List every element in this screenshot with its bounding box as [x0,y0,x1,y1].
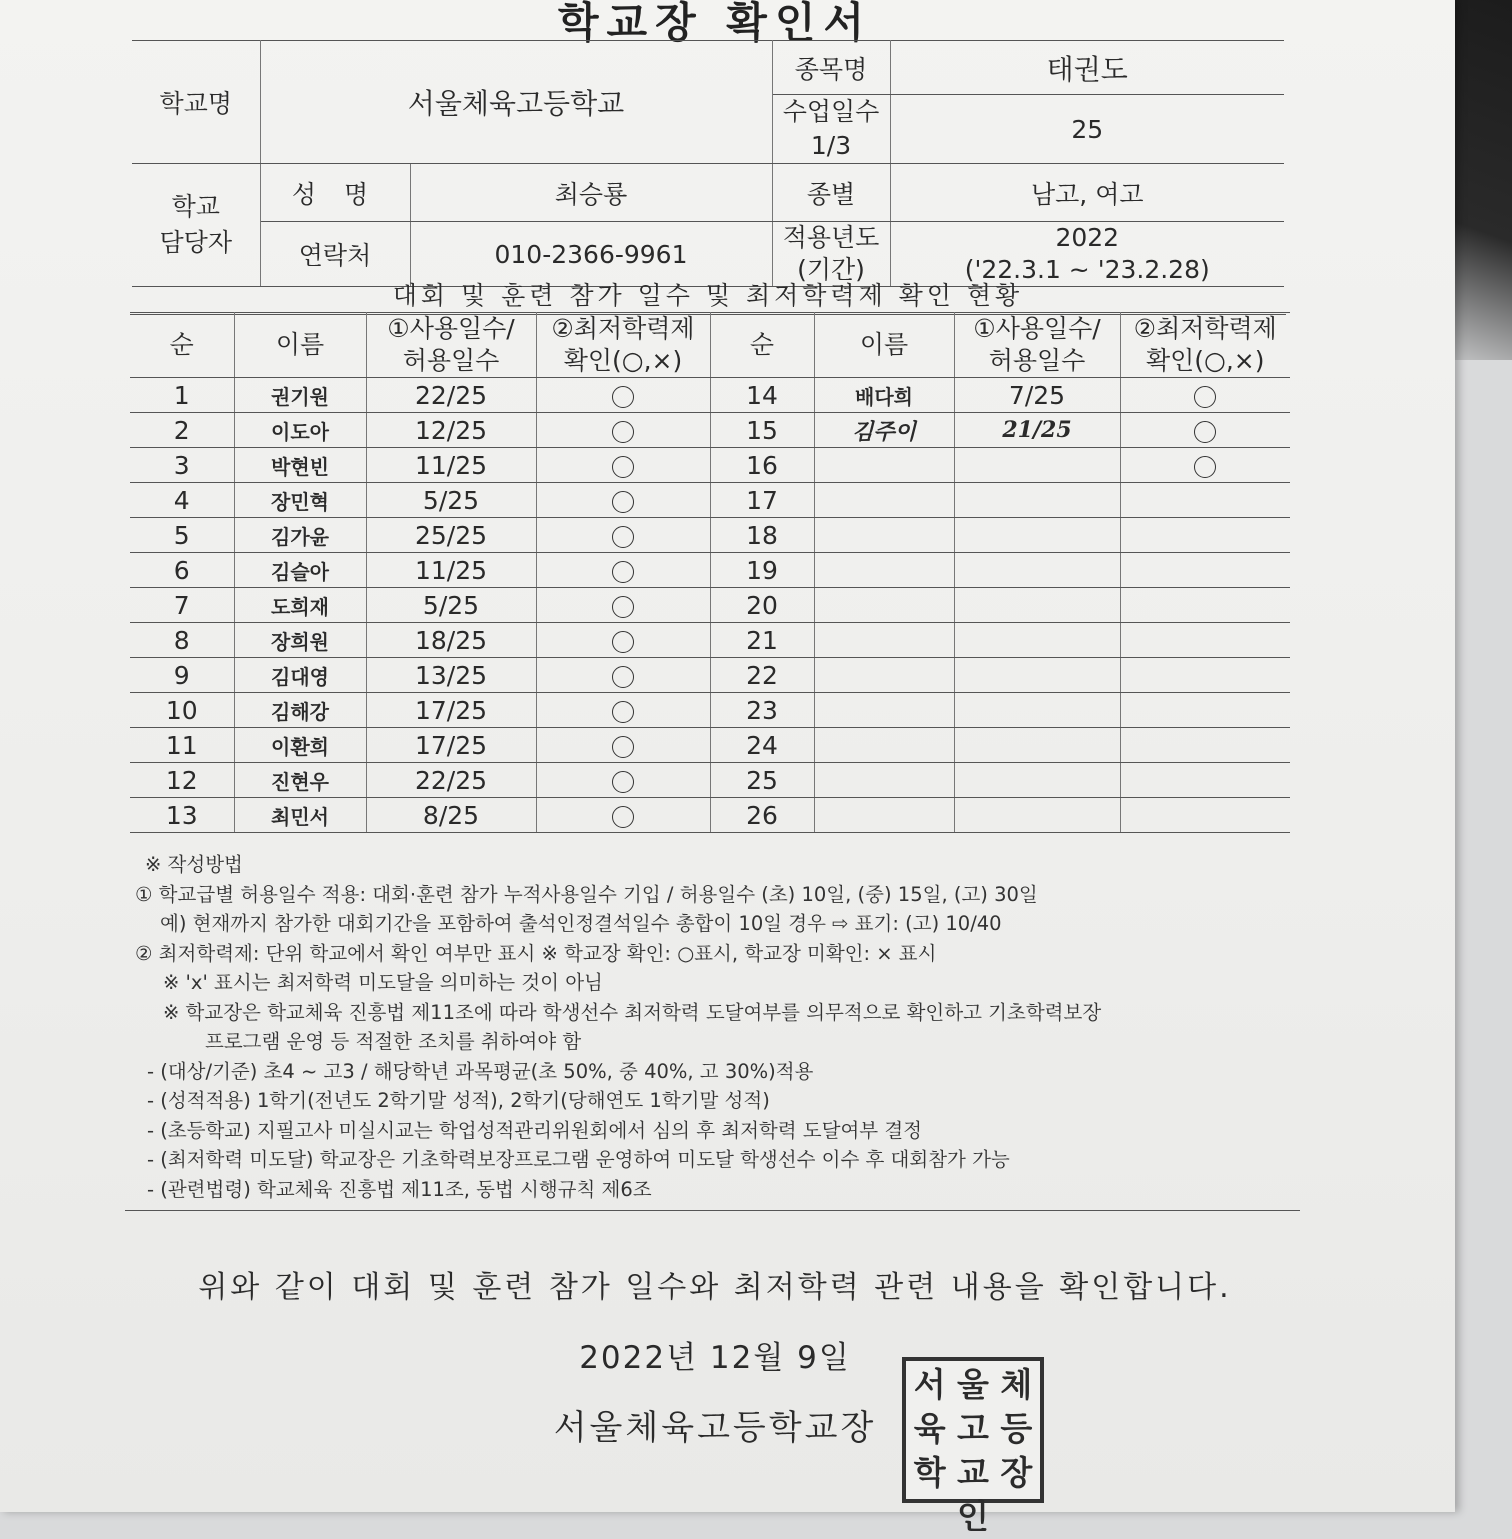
document-title: 학교장 확인서 [557,0,873,47]
row-days: 18/25 [366,623,536,658]
note-line: - (관련법령) 학교체육 진흥법 제11조, 동법 시행규칙 제6조 [147,1177,652,1201]
row-check-right [1120,693,1290,728]
note-line: 예) 현재까지 참가한 대회기간을 포함하여 출석인정결석일수 총합이 10일 경우 ⇨ 표기: (고) 10/40 [160,912,1002,935]
row-no: 10 [130,693,234,728]
row-no: 9 [130,658,234,693]
principal-title: 서울체육고등학교장 [553,1408,877,1448]
row-name-right [814,798,954,833]
table-row [130,378,1290,413]
phone-value: 010-2366-9961 [410,222,772,287]
row-check [536,588,710,623]
table-row [130,448,1290,483]
class-days-value: 25 [890,95,1284,164]
check-circle-icon [612,631,634,653]
seal-character: 고 [957,1409,989,1448]
row-days: 12/25 [366,413,536,448]
roster-header-row [130,313,1290,378]
header-check [536,313,710,378]
table-row [130,413,1290,448]
roster-table [130,312,1290,833]
row-check [536,658,710,693]
header-check-2-line2: 확인(○,×) [1145,346,1265,375]
row-check [536,728,710,763]
row-check-right [1120,728,1290,763]
row-no-right: 20 [710,588,814,623]
header-check-line2: 확인(○,×) [563,346,683,375]
row-check-right [1120,623,1290,658]
row-no: 3 [130,448,234,483]
row-days: 5/25 [366,483,536,518]
seal-character: 서 [913,1365,946,1404]
check-circle-icon [612,771,634,793]
row-check-right [1120,763,1290,798]
table-row [130,798,1290,833]
row-no-right: 25 [710,763,814,798]
row-check [536,413,710,448]
row-days: 22/25 [366,378,536,413]
issue-date: 2022년 12월 9일 [579,1340,851,1376]
table-row [130,553,1290,588]
row-check-right [1120,518,1290,553]
row-name-right [814,763,954,798]
header-check-line1: ②최저학력제 [551,314,695,343]
row-no-right: 19 [710,553,814,588]
year-value [890,222,1284,287]
header-days-line1: ①사용일수/ [387,314,515,343]
row-no-right: 23 [710,693,814,728]
table-row [130,763,1290,798]
check-circle-icon [612,421,634,443]
year-label-line2: (기간) [797,255,865,284]
header-name: 이름 [234,313,366,378]
class-days-label [772,95,890,164]
check-circle-icon [612,456,634,478]
phone-label: 연락처 [260,222,410,287]
note-line: ② 최저학력제: 단위 학교에서 확인 여부만 표시 ※ 학교장 확인: ○표시, 학교장 미확인: × 표시 [135,941,937,965]
class-days-label-line2: 1/3 [810,131,852,160]
seal-character: 체 [1000,1365,1033,1404]
seal-character: 육 [913,1409,946,1448]
table-row [130,518,1290,553]
row-no-right: 21 [710,623,814,658]
note-line: - (성적적용) 1학기(전년도 2학기말 성적), 2학기(당해연도 1학기말 성적) [147,1089,770,1112]
table-row [130,483,1290,518]
year-value-line1: 2022 [1055,223,1120,252]
row-days-right [954,623,1120,658]
check-circle-icon [1194,386,1216,408]
row-name: 김해강 [234,693,366,728]
row-days-right [954,763,1120,798]
category-value: 남고, 여고 [890,164,1284,222]
row-no: 5 [130,518,234,553]
note-line: ① 학교급별 허용일수 적용: 대회·훈련 참가 누적사용일수 기입 / 허용일수 (초) 10일, (중) 15일, (고) 30일 [135,882,1038,906]
row-name: 장희원 [234,623,366,658]
table-row [130,658,1290,693]
seal-character: 인 [957,1497,989,1536]
row-no-right: 15 [710,413,814,448]
header-days-2 [954,313,1120,378]
row-name: 박현빈 [234,448,366,483]
row-name: 최민서 [234,798,366,833]
row-days-right [954,448,1120,483]
row-name: 진현우 [234,763,366,798]
row-days-right [954,798,1120,833]
header-days-2-line1: ①사용일수/ [973,314,1101,343]
contact-person-label-line2: 담당자 [159,228,232,257]
row-no: 7 [130,588,234,623]
header-days-line2: 허용일수 [402,346,500,375]
row-name-right [814,588,954,623]
note-line: - (대상/기준) 초4 ~ 고3 / 해당학년 과목평균(초 50%, 중 40%, 고 30%)적용 [147,1059,814,1083]
seal-character: 등 [1000,1409,1033,1448]
header-check-2 [1120,313,1290,378]
seal-character: 장 [1000,1453,1033,1492]
check-circle-icon [1194,456,1216,478]
row-days-right [954,658,1120,693]
row-days-right [954,588,1120,623]
table-row [130,623,1290,658]
row-days-right [954,553,1120,588]
row-days: 17/25 [366,693,536,728]
confirmation-statement: 위와 같이 대회 및 훈련 참가 일수와 최저학력 관련 내용을 확인합니다. [198,1270,1232,1305]
row-no-right: 14 [710,378,814,413]
header-days [366,313,536,378]
row-days: 11/25 [366,553,536,588]
row-check [536,693,710,728]
row-days: 8/25 [366,798,536,833]
row-name-right [814,623,954,658]
row-check-right [1120,658,1290,693]
row-no: 12 [130,763,234,798]
row-name: 도희재 [234,588,366,623]
row-no-right: 17 [710,483,814,518]
row-no-right: 24 [710,728,814,763]
row-name: 장민혁 [234,483,366,518]
year-value-line2: ('22.3.1 ~ '23.2.28) [964,255,1210,284]
row-check-right [1120,588,1290,623]
row-check-right [1120,378,1290,413]
row-check [536,378,710,413]
row-days: 13/25 [366,658,536,693]
row-no: 2 [130,413,234,448]
row-no-right: 16 [710,448,814,483]
year-label-line1: 적용년도 [782,223,880,252]
seal-character: 학 [913,1453,946,1492]
row-name-right [814,728,954,763]
year-label [772,222,890,287]
header-no: 순 [130,313,234,378]
row-days-right [954,728,1120,763]
check-circle-icon [612,806,634,828]
row-days: 25/25 [366,518,536,553]
row-name-right [814,658,954,693]
name-value: 최승룡 [410,164,772,222]
seal-character: 울 [957,1365,989,1404]
category-label: 종별 [772,164,890,222]
row-name: 이도아 [234,413,366,448]
row-name: 권기원 [234,378,366,413]
row-no: 11 [130,728,234,763]
row-days-right [954,693,1120,728]
row-check [536,623,710,658]
name-label: 성 명 [260,164,410,222]
official-seal [902,1357,1044,1536]
row-days-right [954,518,1120,553]
check-circle-icon [612,736,634,758]
row-check-right [1120,448,1290,483]
row-no-right: 26 [710,798,814,833]
note-line: ※ 'x' 표시는 최저학력 미도달을 의미하는 것이 아님 [163,971,603,994]
section-title: 대회 및 훈련 참가 일수 및 최저학력제 확인 현황 [130,278,1286,315]
school-label: 학교명 [132,41,260,164]
row-check [536,798,710,833]
row-name-right [814,483,954,518]
row-no: 6 [130,553,234,588]
check-circle-icon [612,561,634,583]
row-name: 김슬아 [234,553,366,588]
row-name: 김가윤 [234,518,366,553]
sport-value: 태권도 [890,41,1284,95]
table-row [130,588,1290,623]
row-check-right [1120,483,1290,518]
row-name-right [814,553,954,588]
header-check-2-line1: ②최저학력제 [1133,314,1277,343]
row-days-right: 21/25 [954,413,1120,448]
row-name: 이환희 [234,728,366,763]
row-no: 1 [130,378,234,413]
contact-person-label-line1: 학교 [171,192,220,221]
row-check [536,518,710,553]
contact-person-label [132,164,260,287]
seal-character: 교 [957,1453,989,1492]
row-no-right: 22 [710,658,814,693]
sport-label: 종목명 [772,41,890,95]
row-name-right [814,448,954,483]
row-no: 8 [130,623,234,658]
note-line: ※ 작성방법 [145,853,243,876]
check-circle-icon [612,491,634,513]
table-row [130,728,1290,763]
row-days: 5/25 [366,588,536,623]
header-days-2-line2: 허용일수 [988,346,1086,375]
row-days: 11/25 [366,448,536,483]
row-check-right [1120,553,1290,588]
check-circle-icon [612,386,634,408]
note-line: - (최저학력 미도달) 학교장은 기초학력보장프로그램 운영하여 미도달 학생선수 이수 후 대회참가 가능 [147,1148,1010,1171]
check-circle-icon [1194,421,1216,443]
header-no-2: 순 [710,313,814,378]
row-check-right [1120,798,1290,833]
check-circle-icon [612,701,634,723]
school-name: 서울체육고등학교 [260,41,772,164]
row-check-right [1120,413,1290,448]
row-days: 22/25 [366,763,536,798]
check-circle-icon [612,596,634,618]
row-days-right [954,483,1120,518]
row-no: 4 [130,483,234,518]
row-check [536,448,710,483]
header-name-2: 이름 [814,313,954,378]
note-line: 프로그램 운영 등 적절한 조치를 취하여야 함 [205,1030,582,1053]
row-name-right: 배다희 [814,378,954,413]
note-line: - (초등학교) 지필고사 미실시교는 학업성적관리위원회에서 심의 후 최저학력 도달여부 결정 [147,1118,923,1142]
row-check [536,483,710,518]
class-days-label-line1: 수업일수 [782,97,880,126]
row-name: 김대영 [234,658,366,693]
row-no: 13 [130,798,234,833]
row-name-right: 김주이 [814,413,954,448]
check-circle-icon [612,526,634,548]
writing-instructions [125,850,1300,1211]
row-name-right [814,518,954,553]
table-row [130,693,1290,728]
row-days-right: 7/25 [954,378,1120,413]
check-circle-icon [612,666,634,688]
row-days: 17/25 [366,728,536,763]
school-info-table [132,40,1284,287]
row-no-right: 18 [710,518,814,553]
row-check [536,763,710,798]
row-name-right [814,693,954,728]
note-line: ※ 학교장은 학교체육 진흥법 제11조에 따라 학생선수 최저학력 도달여부를 의무적으로 확인하고 기초학력보장 [163,1000,1102,1024]
row-check [536,553,710,588]
